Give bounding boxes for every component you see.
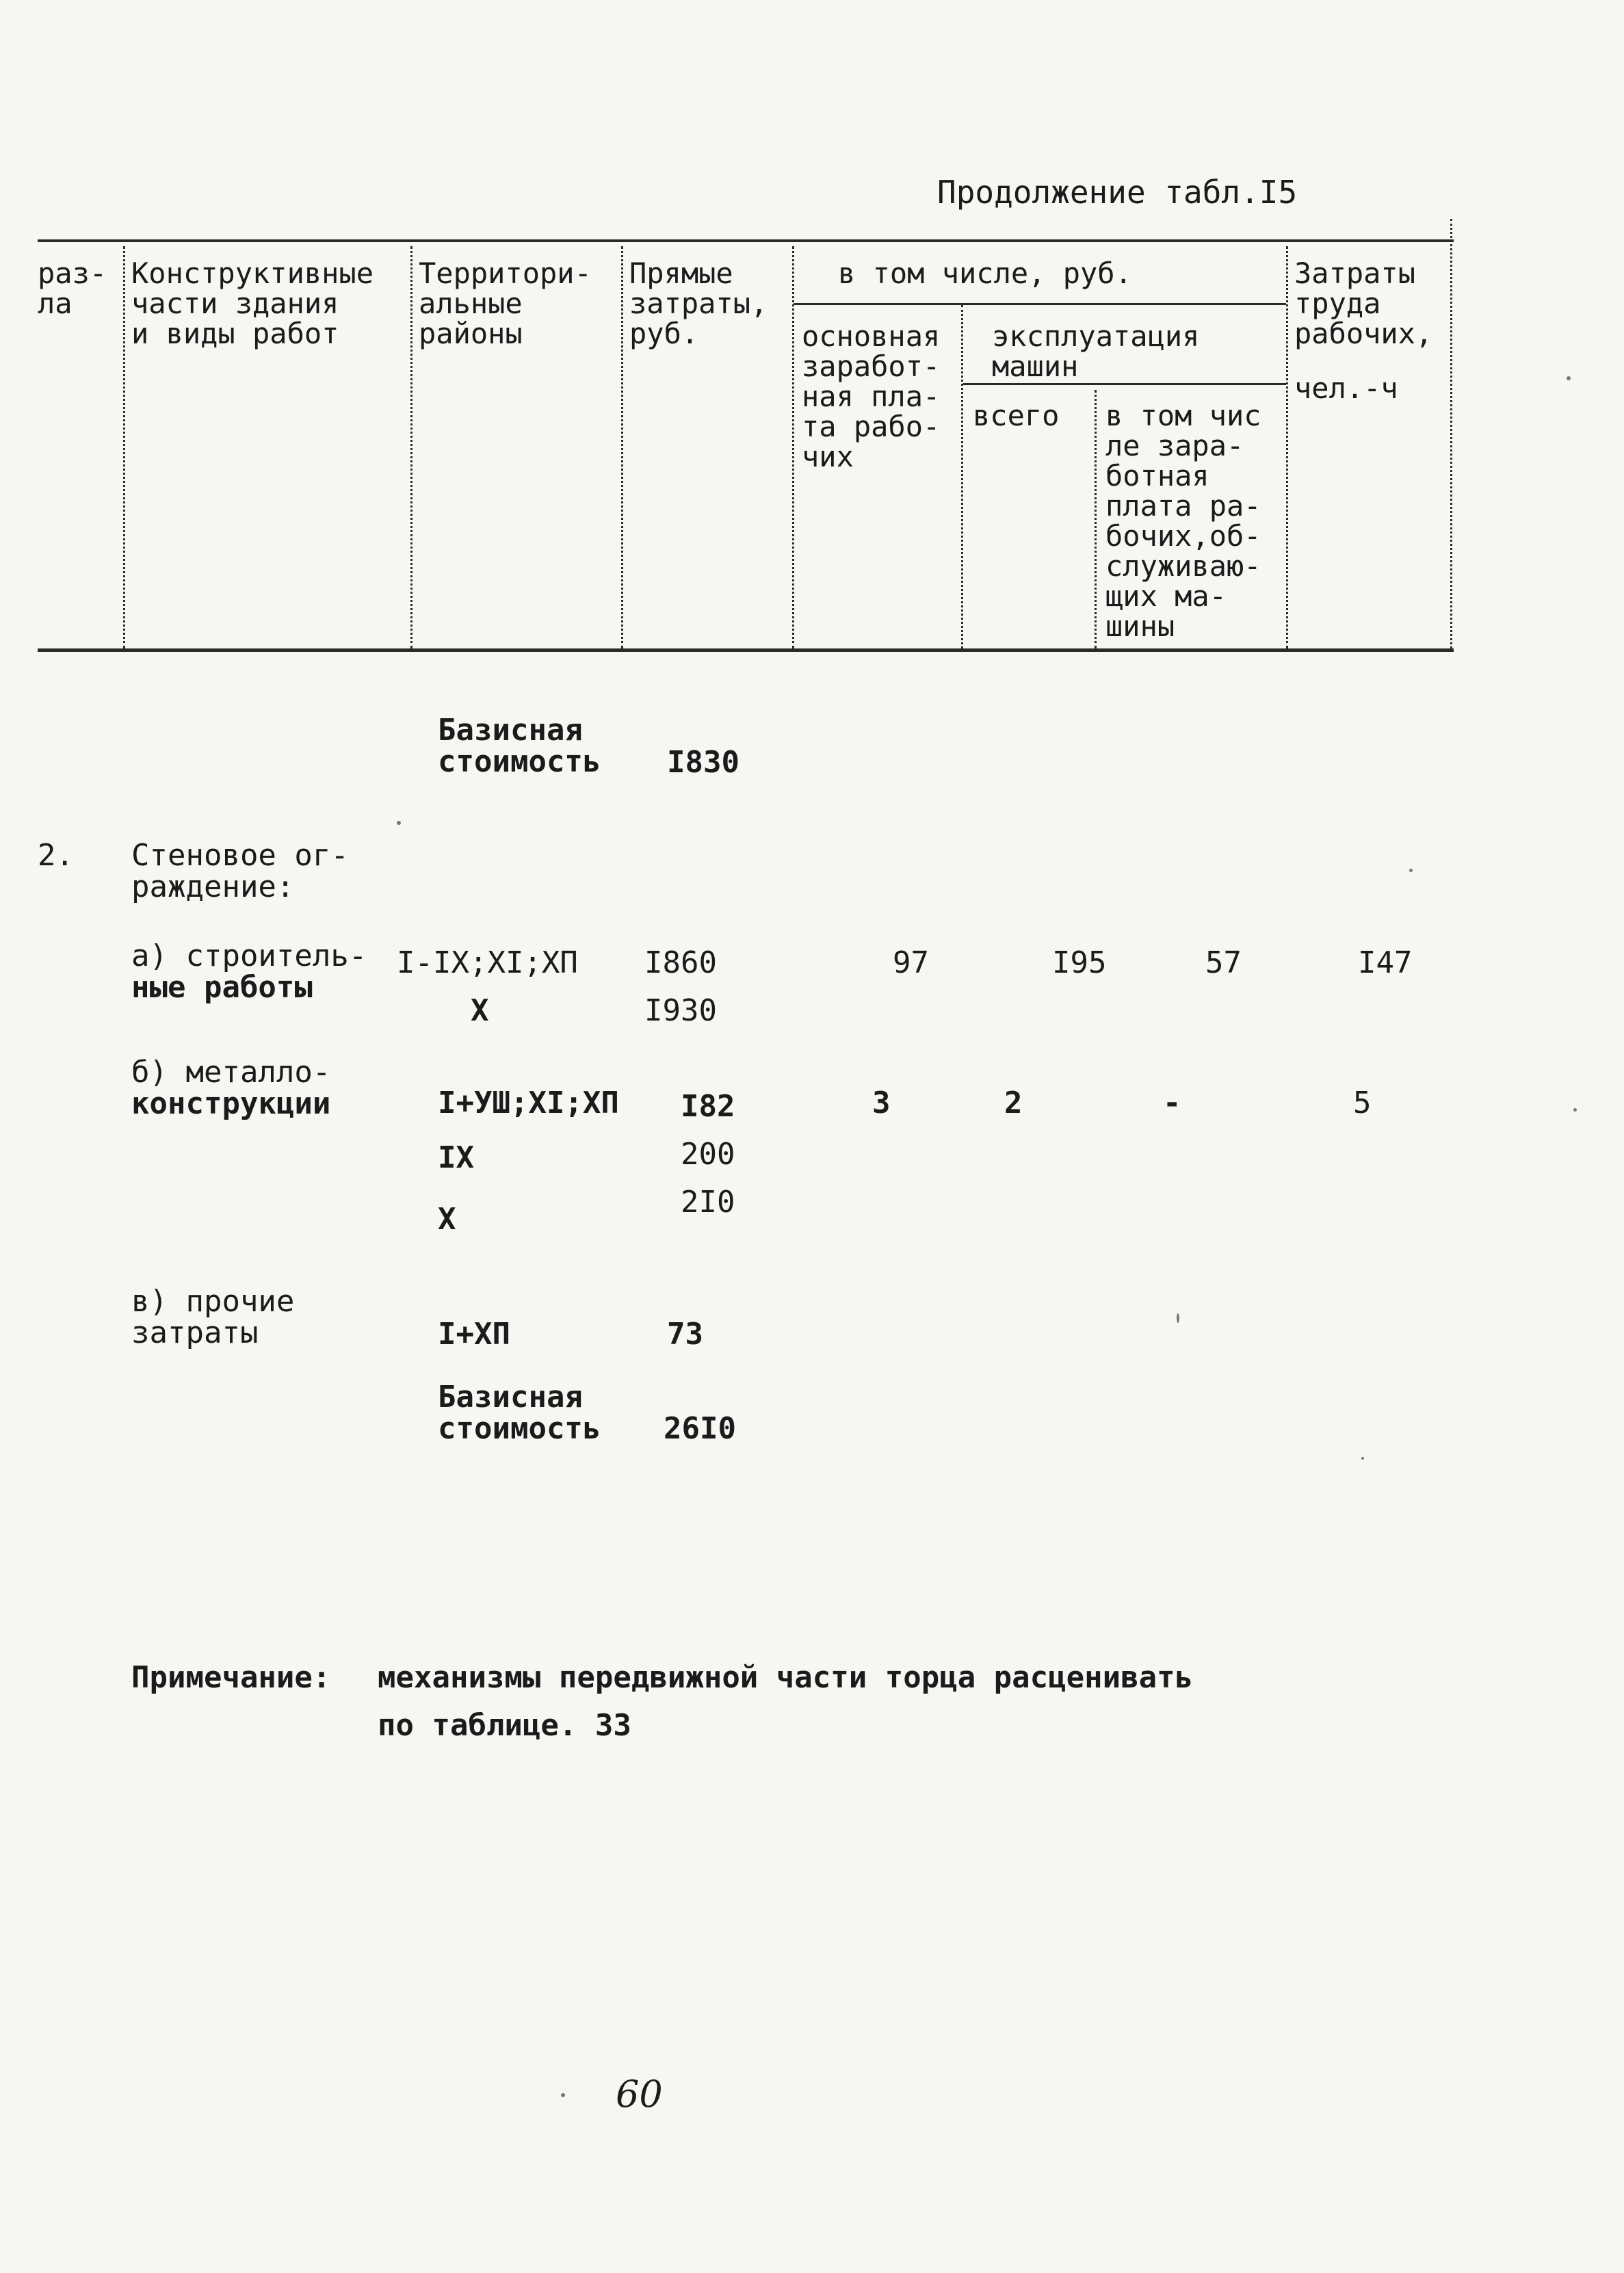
row-a-label: а) строитель- ные работы bbox=[131, 938, 367, 1005]
section-number: 2. bbox=[38, 838, 74, 873]
header-machines-wage: в том чис ле зара- ботная плата ра- бочих,об- служиваю- щих ма- шины bbox=[1105, 399, 1261, 643]
machines-rule bbox=[963, 383, 1286, 385]
section-title: Стеновое ог- раждение: bbox=[131, 838, 349, 904]
header-machine-operation: эксплуатация машин bbox=[992, 319, 1200, 383]
col-sep-6 bbox=[1095, 390, 1099, 648]
page-number: 60 bbox=[616, 2073, 663, 2116]
row-a-direct-1: I860 bbox=[644, 945, 717, 980]
scan-speck bbox=[1409, 869, 1413, 872]
row-a-machines-wage: 57 bbox=[1205, 945, 1242, 980]
base-cost-label-2: Базисная стоимость bbox=[438, 1380, 601, 1446]
scan-speck bbox=[1177, 1313, 1179, 1323]
table-bottom-rule bbox=[38, 648, 1454, 652]
col-sep-3 bbox=[621, 246, 625, 648]
header-machines-total: всего bbox=[973, 399, 1060, 432]
col-sep-5 bbox=[961, 305, 965, 648]
row-a-labor: I47 bbox=[1358, 945, 1413, 980]
row-b-direct-3: 2I0 bbox=[681, 1185, 735, 1220]
header-labor-unit: чел.-ч bbox=[1294, 371, 1398, 405]
note-line-2: по таблице. 33 bbox=[378, 1708, 631, 1743]
table-caption: Продолжение табл.I5 bbox=[937, 174, 1298, 211]
col-sep-8 bbox=[1450, 219, 1454, 648]
header-labor-costs: Затраты труда рабочих, bbox=[1294, 257, 1433, 350]
header-direct-costs: Прямые затраты, руб. bbox=[629, 257, 768, 350]
scan-speck bbox=[1573, 1108, 1577, 1112]
row-b-region-1: I+УШ;XI;XП bbox=[438, 1086, 619, 1120]
row-b-machines-wage: - bbox=[1163, 1086, 1181, 1120]
header-section-num: раз- ла bbox=[38, 257, 107, 320]
row-b-main-wage: 3 bbox=[872, 1086, 891, 1120]
header-regions: Территори- альные районы bbox=[419, 257, 592, 350]
row-a-main-wage: 97 bbox=[893, 945, 929, 980]
note-label: Примечание: bbox=[131, 1660, 331, 1695]
row-b-labor: 5 bbox=[1353, 1086, 1372, 1120]
row-a-region-2: X bbox=[471, 993, 489, 1028]
row-b-direct-1: I82 bbox=[681, 1089, 735, 1124]
base-cost-value-2: 26I0 bbox=[664, 1411, 736, 1446]
col-sep-7 bbox=[1286, 246, 1290, 648]
col-sep-4 bbox=[792, 246, 796, 648]
row-b-direct-2: 200 bbox=[681, 1137, 735, 1172]
row-b-label: б) металло- конструкции bbox=[131, 1055, 331, 1121]
row-b-machines-total: 2 bbox=[1004, 1086, 1023, 1120]
row-a-region-1: I-IX;XI;XП bbox=[397, 945, 578, 980]
base-cost-label-1: Базисная стоимость bbox=[438, 713, 601, 779]
scan-speck bbox=[397, 821, 401, 825]
scan-speck bbox=[1567, 376, 1571, 380]
scan-speck bbox=[561, 2093, 565, 2097]
row-b-region-3: X bbox=[438, 1202, 456, 1237]
row-c-direct: 73 bbox=[667, 1317, 703, 1352]
base-cost-value-1: I830 bbox=[667, 745, 739, 780]
scan-speck bbox=[1361, 1457, 1364, 1460]
header-including-group: в том числе, руб. bbox=[838, 257, 1132, 290]
row-c-region: I+XП bbox=[438, 1317, 510, 1352]
row-a-machines-total: I95 bbox=[1052, 945, 1107, 980]
row-b-region-2: IX bbox=[438, 1140, 474, 1175]
note-line-1: механизмы передвижной части торца расценивать bbox=[378, 1660, 1194, 1695]
header-building-parts: Конструктивные части здания и виды работ bbox=[131, 257, 374, 350]
header-main-wage: основная заработ- ная пла- та рабо- чих bbox=[802, 319, 941, 473]
row-c-label: в) прочие затраты bbox=[131, 1284, 295, 1350]
col-sep-2 bbox=[410, 246, 415, 648]
row-a-direct-2: I930 bbox=[644, 993, 717, 1028]
table-top-rule bbox=[38, 239, 1454, 242]
col-sep-1 bbox=[123, 246, 127, 648]
subgroup-rule bbox=[794, 303, 1286, 305]
